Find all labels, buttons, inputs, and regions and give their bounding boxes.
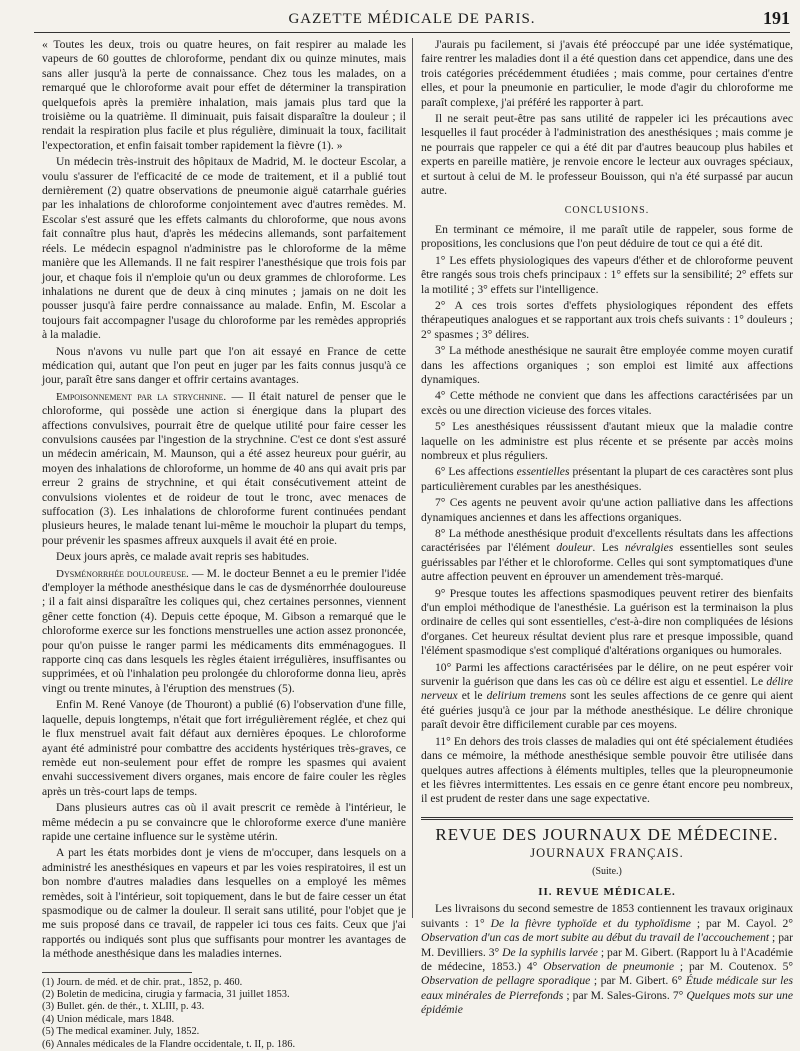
page-header	[34, 8, 790, 30]
review-text: ; par M. Devilliers. 3°	[421, 931, 794, 959]
footnote: (6) Annales médicales de la Flandre occidentale, t. II, p. 186.	[42, 1038, 296, 1050]
conclusion-7: 7° Ces agents ne peuvent avoir qu'une action palliative dans les affections dynamiques anciennes et dans les affections organiques.	[421, 496, 793, 524]
right-paragraph-3: En terminant ce mémoire, il me paraît utile de rappeler, sous forme de propositions, les conclusions que l'on peut déduire de tout ce qui a été dit.	[421, 222, 793, 251]
review-text: ; par M. Gibert. (Rapport lu à l'Académie de médecine, 1853.) 4°	[421, 945, 793, 973]
conclusion-6-emphasis: essentielles	[516, 465, 570, 479]
conclusion-6	[421, 465, 793, 494]
dysmenorrhea-text: — M. le docteur Bennet a eu le premier l'idée d'employer la méthode anesthésique dans le cas de dysménorrhée douloureuse ; il a fait ainsi disparaître les coliques qui, chez certaines personnes, viennent gêner cette fonction (4). Depuis cette époque, M. Gibson a remarqué que le chloroforme exerce sur les fonctions menstruelles une action assez prononcée, pour qu'on puisse le ranger parmi les médicaments dits emménagogues. Il rapporte cinq cas dans lesquels les règles étaient irrégulières, insuffisantes ou supprimées, et où l'inhalation peu prolongée du chloroforme donna lieu, après vingt ou trente minutes, à l'éruption des menstrues (5).	[42, 566, 406, 695]
column-divider	[412, 38, 413, 918]
conclusion-4: 4° Cette méthode ne convient que dans les affections caractérisées par un excès ou une direction vicieuse des forces vitales.	[421, 389, 793, 417]
strychnine-heading: Empoisonnement par la strychnine.	[56, 390, 227, 403]
left-paragraph-5: Deux jours après, ce malade avait repris ses habitudes.	[56, 550, 310, 564]
conclusion-6-text-end: présentant la plupart de ces caractères sont plus particulièrement curables par les anesthésiques.	[421, 465, 793, 493]
conclusion-10-text-mid: et le	[457, 689, 487, 703]
review-text: ; par M. Coutenox. 5°	[674, 959, 793, 973]
conclusion-9: 9° Presque toutes les affections spasmodiques peuvent retirer des bienfaits d'un emploi méthodique de l'anesthésie. La guérison est la terminaison la plus ordinaire de celles qui sont essentielles, c'est-à-dire non compliquées de lésions d'organes. Cet heureux résultat devient plus rare et presque impossible, quand l'élément spasmodique s'est compliqué d'altérations organiques ou humorales.	[421, 586, 793, 658]
conclusion-5: 5° Les anesthésiques réussissent d'autant mieux que la maladie contre laquelle on les administre est plus récente et se présente par accès moins nombreux et plus réguliers.	[421, 420, 793, 462]
conclusion-8-emphasis-1: douleur	[556, 541, 593, 555]
footnotes	[42, 977, 406, 1051]
review-work-title: De la fièvre typhoïde et du typhoïdisme	[490, 916, 691, 930]
conclusion-11: 11° En dehors des trois classes de maladies qui ont été spécialement étudiées dans ce mémoire, la méthode anesthésique semble pouvoir être utilisée dans quelques autres affections à éléments multiples, telles que la pleuropneumonie et les fièvres intermittentes. Les essais en ce genre étant encore peu nombreux, il est prudent de rester dans une sage expectative.	[421, 734, 793, 806]
review-work-title: De la syphilis larvée	[502, 945, 598, 959]
left-paragraph-1: « Toutes les deux, trois ou quatre heures, on fait respirer au malade les vapeurs de 60 gouttes de chloroforme, pendant dix ou quinze minutes, mais sans aller jusqu'à la perte de connaissance. Chez tous les malades, on a remarqué que le chloroforme avait pour effet de déterminer la transpiration quelquefois après la première inhalation, mais jamais plus tard que la troisième ou la quatrième. Il diminuait, puis faisait disparaître la douleur ; il rendait la respiration plus facile et plus régulière, diminuait la toux, facilitait l'expectoration, et enfin faisait tomber rapidement la fièvre (1). »	[42, 38, 406, 152]
dysmenorrhea-heading: Dysménorrhée douloureuse.	[56, 567, 189, 580]
strychnine-section	[42, 390, 406, 548]
review-title: REVUE DES JOURNAUX DE MÉDECINE.	[435, 824, 779, 844]
conclusion-8-text: 8° La méthode anesthésique produit d'excellents résultats dans les affections caractérisées par l'élément	[421, 527, 793, 555]
review-work-title: Observation de pneumonie	[543, 959, 674, 973]
left-paragraph-3: Nous n'avons vu nulle part que l'on ait essayé en France de cette médication qui, autant que l'on peut en juger par les faits connus jusqu'à ce jour, paraît être sans danger et offrir certains avantages.	[42, 344, 406, 387]
conclusion-1: 1° Les effets physiologiques des vapeurs d'éther et de chloroforme peuvent être rangés sous trois chefs principaux : 1° effets sur la sensibilité; 2° effets sur la motilité ; 3° effets sur l'intelligence.	[421, 253, 793, 296]
conclusion-3: 3° La méthode anesthésique ne saurait être employée comme moyen curatif dans les affections organiques ; son emploi est limité aux affections dynamiques.	[421, 344, 793, 386]
conclusion-10-text: 10° Parmi les affections caractérisées par le délire, on ne peut espérer voir survenir la guérison que dans les cas où ce délire est aigu et essentiel. Le	[421, 660, 793, 689]
conclusion-10-emphasis-1: délire nerveux	[421, 675, 793, 703]
suite-label: (Suite.)	[592, 865, 622, 877]
conclusion-8	[421, 527, 793, 585]
review-text: ; par M. Gibert. 6°	[590, 974, 686, 988]
strychnine-text: — Il était naturel de penser que le chloroforme, qui possède une action si énergique dans la plupart des affections convulsives, pourrait être de quelque utilité pour faire cesser les convulsions causées par l'ingestion de la strychnine. C'est ce dont s'est assuré un médecin américain, M. Maunson, qui a été assez heureux pour guérir, au moyen des inhalations de chloroforme, un homme de 40 ans qui avait pris par erreur 2 grains de strychnine, et qui était consécutivement atteint de convulsions violentes et de roideur de tout le tronc, avec menaces de suffocation (3). Les inhalations de chloroforme furent continuées pendant plusieurs heures, le malade tenant lui-même le mouchoir la plupart du temps, pour prévenir les spasmes affreux auxquels il avait été en proie.	[42, 389, 406, 547]
conclusion-6-text: 6° Les affections	[435, 465, 517, 479]
review-text: Les livraisons du second semestre de 1853 contiennent les travaux originaux suivants : 1°	[421, 902, 793, 930]
review-paragraph	[421, 902, 793, 1017]
review-work-title: Observation d'un cas de mort subite au début du travail de l'accouchement	[421, 931, 770, 945]
footnote: (3) Bullet. gén. de thér., t. XLIII, p. 43.	[42, 1001, 205, 1013]
footnote: (2) Boletin de medicina, cirugia y farmacia, 31 juillet 1853.	[42, 989, 290, 1000]
review-work-title: Observation de pellagre sporadique	[421, 974, 591, 988]
review-work-title: Étude médicale sur les eaux minérales de Pierrefonds	[421, 974, 793, 1002]
right-column	[421, 38, 793, 1033]
revue-medicale-heading: II. REVUE MÉDICALE.	[538, 885, 676, 898]
conclusions-heading: CONCLUSIONS.	[564, 205, 650, 217]
header-rule	[34, 32, 790, 33]
right-paragraph-2: Il ne serait peut-être pas sans utilité de rappeler ici les précautions avec lesquelles il faut procéder à l'administration des anesthésiques ; mais comme je ne pourrais que rappeler ce qui a été dit par d'autres beaucoup plus habiles et experts en pareille matière, je renvoie encore le lecteur aux ouvrages spéciaux, et surtout à celui de M. le professeur Bouisson, qui n'a été surpassé par aucun autre.	[421, 112, 793, 198]
review-text: ; par M. Sales-Girons. 7°	[563, 988, 687, 1002]
conclusion-8-text-end: essentielles sont seules guérissables par l'éther et le chloroforme. Celles qui sont symptomatiques d'une autre affection peuvent en éprouver un amendement très-marqué.	[421, 541, 794, 584]
conclusion-2: 2° A ces trois sortes d'effets physiologiques répondent des effets thérapeutiques analogues et se rapportant aux trois chefs suivants : 1° douleurs ; 2° spasmes ; 3° délires.	[421, 298, 793, 341]
footnote: (4) Union médicale, mars 1848.	[42, 1013, 175, 1025]
dysmenorrhea-section	[42, 567, 406, 697]
footnote: (5) The medical examiner. July, 1852.	[42, 1026, 200, 1038]
conclusion-10-text-end: sont les seules affections de ce genre qui aient été guéries jusqu'à ce jour par la méthode anesthésique. Le délire chronique paraît devoir être difficilement curable par ces moyens.	[421, 689, 794, 732]
left-paragraph-7: Enfin M. René Vanoye (de Thouront) a publié (6) l'observation d'une fille, laquelle, depuis longtemps, n'était que fort irrégulièrement réglée, et chez qui le flux menstruel avait fait défaut aux dernières époques. Le chloroforme ayant été administré pour combattre des accidents hystériques très-graves, ce remède eut non-seulement pour effet de rompre les spasmes qui avaient envahi successivement divers organes, mais encore de faire couler les règles après un très-court laps de temps.	[42, 698, 406, 798]
journaux-subtitle: JOURNAUX FRANÇAIS.	[530, 846, 684, 861]
right-paragraph-1: J'aurais pu facilement, si j'avais été préoccupé par une idée systématique, faire rentrer les maladies dont il a été question dans cet appendice, dans une des trois catégories précédemment étudiées ; mais comme, pour certaines d'entre elles, et pour la pneumonie en particulier, le mode d'agir du chloroforme me paraît complexe, j'ai préféré les rapporter à part.	[421, 38, 793, 109]
section-rule	[421, 817, 793, 820]
left-paragraph-8: Dans plusieurs autres cas où il avait prescrit ce remède à l'intérieur, le même médecin a pu se convaincre que le chloroforme exerce d'une manière rapide une certaine influence sur le système utérin.	[42, 801, 406, 843]
left-paragraph-9: A part les états morbides dont je viens de m'occuper, dans lesquels on a administré les anesthésiques en vapeurs et par les voies respiratoires, il est un bon nombre d'autres maladies dans lesquelles on a employé les mêmes remèdes, soit à l'intérieur, soit topiquement, dans le but de faire cesser un état spasmodique ou de calmer la douleur. Il serait sans utilité, pour l'objet que je me suis proposé dans ce travail, de rappeler ici tous ces faits. Ceux que j'ai rapportés ou indiqués sont plus que suffisants pour montrer les avantages de la méthode anesthésique dans les maladies internes.	[42, 846, 406, 961]
left-paragraph-2: Un médecin très-instruit des hôpitaux de Madrid, M. le docteur Escolar, a voulu s'assurer de l'efficacité de ce mode de traitement, et il a publié tout dernièrement (2) quatre observations de pneumonie aiguë catarrhale guéries par les inhalations de chloroforme conjointement avec d'autres remèdes. M. Escolar s'est assuré que les effets calmants du chloroforme, que nous avons fait connaître plus haut, d'après les médecins allemands, sont parfaitement réels. Le médecin espagnol n'administre pas le chloroforme de la même manière que les Allemands. Il ne fait respirer l'anesthésique que trois fois par jour, et chaque fois il n'emploie qu'un ou deux grammes de chloroforme. Les inhalations ne durent que de deux à cinq minutes ; jamais on ne doit les pousser jusqu'à faire perdre connaissance au malade. Enfin, M. Escolar a toujours fait accompagner l'usage du chloroforme par les remèdes appropriés à la maladie.	[42, 155, 406, 342]
review-text: ; par M. Cayol. 2°	[690, 916, 793, 930]
review-work-title: Quelques mots sur une épidémie	[421, 988, 793, 1017]
conclusion-10	[421, 661, 793, 733]
journal-title: GAZETTE MÉDICALE DE PARIS.	[288, 11, 536, 27]
page-number: 191	[763, 8, 790, 28]
review-section	[421, 817, 793, 1018]
conclusion-10-emphasis-2: delirium tremens	[486, 689, 567, 703]
conclusion-8-emphasis-2: névralgies	[624, 541, 674, 555]
conclusion-8-text-mid: . Les	[592, 541, 625, 555]
footnote: (1) Journ. de méd. et de chir. prat., 1852, p. 460.	[42, 976, 243, 988]
left-column	[42, 38, 406, 1050]
